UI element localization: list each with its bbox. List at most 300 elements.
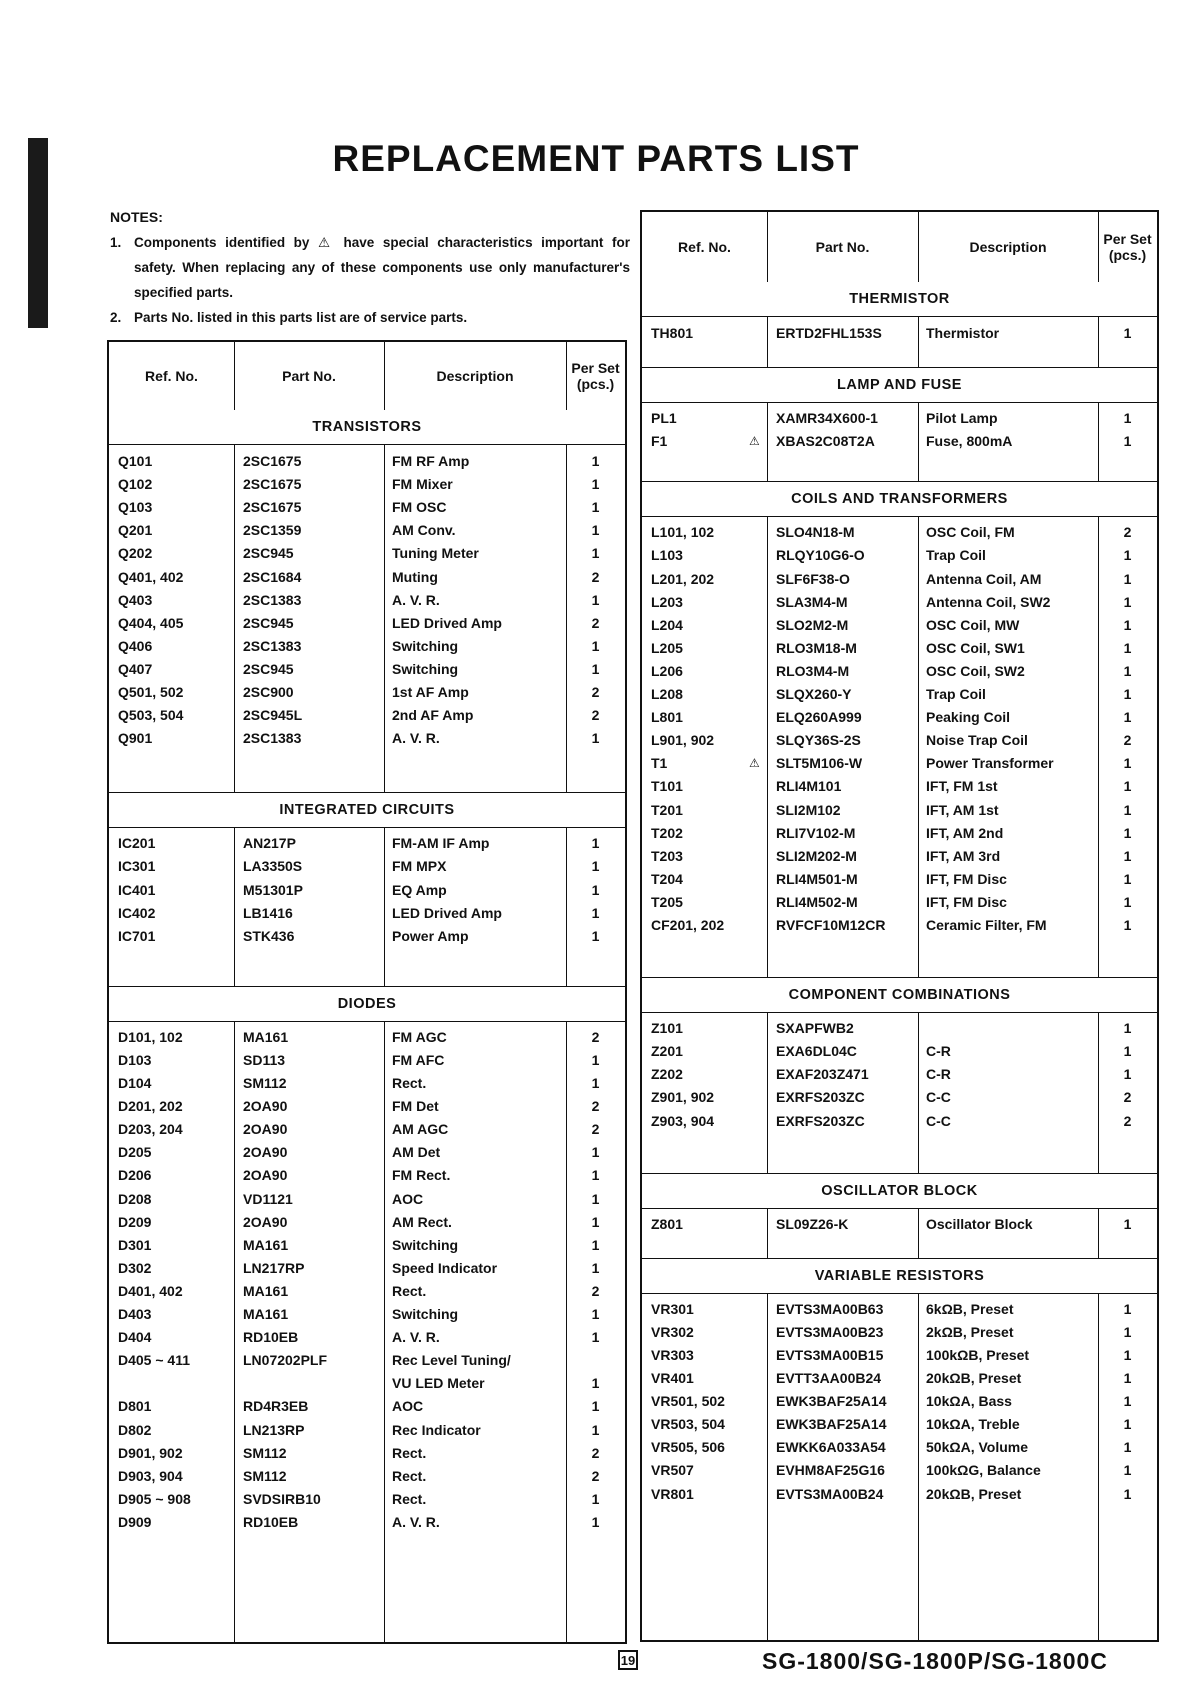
cell-part: SLA3M4-M xyxy=(776,593,848,610)
cell-qty: 1 xyxy=(591,835,600,852)
cell-ref: D801 xyxy=(118,1398,152,1415)
left-parts-table xyxy=(107,340,627,1644)
cell-part: LN213RP xyxy=(243,1421,305,1438)
table-row xyxy=(109,450,625,473)
cell-part: RD4R3EB xyxy=(243,1398,309,1415)
cell-qty: 1 xyxy=(591,1490,600,1507)
cell-qty: 2 xyxy=(591,1098,600,1115)
notes xyxy=(110,205,630,330)
cell-desc: Rect. xyxy=(392,1467,427,1484)
cell-ref: D101, 102 xyxy=(118,1028,183,1045)
table-row xyxy=(109,1442,625,1465)
cell-part: RLI4M502-M xyxy=(776,893,858,910)
cell-ref: F1 xyxy=(651,433,668,450)
cell-ref: Q401, 402 xyxy=(118,568,184,585)
cell-ref: Z202 xyxy=(651,1066,683,1083)
cell-desc: Power Amp xyxy=(392,927,469,944)
cell-qty: 1 xyxy=(1123,1416,1132,1433)
cell-desc: OSC Coil, FM xyxy=(926,524,1015,541)
cell-desc: IFT, AM 1st xyxy=(926,801,999,818)
section-heading: DIODES xyxy=(109,986,625,1022)
cell-desc: IFT, FM Disc xyxy=(926,893,1007,910)
cell-qty: 2 xyxy=(591,614,600,631)
cell-desc: A. V. R. xyxy=(392,1513,440,1530)
cell-ref: L103 xyxy=(651,547,683,564)
table-row xyxy=(109,879,625,902)
cell-part: SLI2M202-M xyxy=(776,847,857,864)
cell-qty: 1 xyxy=(591,927,600,944)
cell-part: RLO3M18-M xyxy=(776,639,857,656)
cell-ref: VR801 xyxy=(651,1485,694,1502)
cell-qty: 1 xyxy=(1123,1370,1132,1386)
section-heading: LAMP AND FUSE xyxy=(642,367,1157,403)
table-row xyxy=(642,1213,1157,1236)
cell-ref: D302 xyxy=(118,1259,152,1276)
cell-qty: 1 xyxy=(591,904,600,921)
table-row xyxy=(642,1367,1157,1390)
note-item: 1. Components identified by ⚠ have special characteristics important for safety. When replacing any of these components use only manufacturer's specified parts. xyxy=(110,235,630,300)
cell-qty: 1 xyxy=(1123,824,1132,841)
cell-part: EXAF203Z471 xyxy=(776,1066,869,1083)
cell-part: RD10EB xyxy=(243,1513,299,1530)
table-row xyxy=(109,1465,625,1488)
table-row xyxy=(642,568,1157,591)
cell-qty: 1 xyxy=(1123,433,1132,450)
cell-qty: 1 xyxy=(1123,1462,1132,1479)
cell-qty: 1 xyxy=(1123,893,1132,910)
cell-part: SLO4N18-M xyxy=(776,524,855,541)
cell-desc: 1st AF Amp xyxy=(392,684,469,700)
table-row xyxy=(109,519,625,542)
cell-part: EWK3BAF25A14 xyxy=(776,1416,887,1433)
table-row xyxy=(642,660,1157,683)
table-row xyxy=(109,658,625,681)
cell-qty: 1 xyxy=(591,1075,600,1091)
table-row xyxy=(109,1511,625,1534)
cell-qty: 1 xyxy=(1123,709,1132,726)
cell-desc: A. V. R. xyxy=(392,591,440,608)
cell-desc: 50kΩA, Volume xyxy=(926,1439,1028,1456)
table-row xyxy=(642,521,1157,544)
cell-part: 2SC1383 xyxy=(243,730,302,747)
cell-qty: 1 xyxy=(591,591,600,608)
cell-ref: T202 xyxy=(651,824,683,841)
cell-part: RLI4M501-M xyxy=(776,870,858,887)
cell-ref: VR505, 506 xyxy=(651,1439,725,1456)
cell-part: 2SC1675 xyxy=(243,499,302,516)
cell-qty: 1 xyxy=(1123,778,1132,795)
table-row xyxy=(109,612,625,635)
cell-qty: 1 xyxy=(591,476,600,493)
cell-qty: 1 xyxy=(591,637,600,654)
cell-part: EWKK6A033A54 xyxy=(776,1439,886,1456)
cell-desc: Trap Coil xyxy=(926,686,986,702)
table-row xyxy=(109,635,625,658)
cell-desc: AOC xyxy=(392,1398,424,1415)
cell-desc: Pilot Lamp xyxy=(926,410,998,427)
cell-desc: Noise Trap Coil xyxy=(926,732,1028,749)
cell-qty: 1 xyxy=(1123,686,1132,702)
cell-desc: FM Det xyxy=(392,1098,439,1115)
cell-part: 2SC1675 xyxy=(243,476,302,493)
cell-ref: D405 ~ 411 xyxy=(118,1352,191,1369)
table-row xyxy=(642,1483,1157,1506)
table-row xyxy=(642,752,1157,775)
cell-ref: Q101 xyxy=(118,453,153,469)
table-row xyxy=(642,799,1157,822)
safety-warning-icon: ⚠ xyxy=(749,756,760,771)
cell-part: MA161 xyxy=(243,1028,289,1045)
cell-qty: 1 xyxy=(591,1259,600,1276)
cell-qty: 1 xyxy=(591,858,600,875)
cell-ref: Q406 xyxy=(118,637,153,654)
table-row xyxy=(109,1234,625,1257)
cell-desc: 20kΩB, Preset xyxy=(926,1485,1022,1502)
cell-part: AN217P xyxy=(243,835,296,852)
cell-desc: VU LED Meter xyxy=(392,1375,485,1392)
cell-part: EVTS3MA00B15 xyxy=(776,1346,884,1363)
cell-part: SD113 xyxy=(243,1051,286,1068)
cell-desc: LED Drived Amp xyxy=(392,904,502,921)
cell-ref: T205 xyxy=(651,893,683,910)
table-row xyxy=(642,868,1157,891)
table-row xyxy=(642,1321,1157,1344)
cell-desc: 100kΩG, Balance xyxy=(926,1462,1041,1479)
cell-desc: Antenna Coil, AM xyxy=(926,570,1042,587)
cell-ref: Q901 xyxy=(118,730,153,747)
cell-desc: Rect. xyxy=(392,1075,427,1091)
cell-ref: T201 xyxy=(651,801,683,818)
cell-desc: FM AFC xyxy=(392,1051,445,1068)
cell-desc: AM Det xyxy=(392,1144,441,1161)
cell-desc: EQ Amp xyxy=(392,881,447,898)
note-item: 2. Parts No. listed in this parts list are of service parts. xyxy=(110,310,468,325)
cell-desc: 2kΩB, Preset xyxy=(926,1323,1014,1340)
cell-ref: CF201, 202 xyxy=(651,917,725,933)
cell-ref: VR303 xyxy=(651,1346,694,1363)
cell-ref: IC401 xyxy=(118,881,156,898)
cell-ref: D909 xyxy=(118,1513,152,1530)
cell-part: SVDSIRB10 xyxy=(243,1490,321,1507)
section-heading: COMPONENT COMBINATIONS xyxy=(642,977,1157,1013)
cell-desc: AOC xyxy=(392,1190,424,1207)
cell-part: LN07202PLF xyxy=(243,1352,328,1369)
table-row xyxy=(642,322,1157,345)
table-row xyxy=(642,1459,1157,1482)
cell-part: SLI2M102 xyxy=(776,801,841,818)
table-row xyxy=(109,855,625,878)
cell-desc: Switching xyxy=(392,637,459,654)
table-row xyxy=(109,1026,625,1049)
header-ref: Ref. No. xyxy=(145,368,198,384)
cell-ref: VR301 xyxy=(651,1300,694,1317)
cell-qty: 1 xyxy=(1123,325,1132,341)
cell-qty: 1 xyxy=(1123,1020,1132,1037)
cell-qty: 1 xyxy=(591,545,600,562)
cell-part: ELQ260A999 xyxy=(776,709,862,726)
cell-desc: 100kΩB, Preset xyxy=(926,1346,1030,1363)
page-number: 19 xyxy=(618,1650,638,1670)
cell-ref: T203 xyxy=(651,847,683,864)
cell-part: EVTS3MA00B24 xyxy=(776,1485,884,1502)
cell-part: 2SC900 xyxy=(243,684,294,700)
cell-part: SLT5M106-W xyxy=(776,755,863,772)
cell-part: 2SC1359 xyxy=(243,522,302,539)
section-heading: VARIABLE RESISTORS xyxy=(642,1258,1157,1294)
table-row xyxy=(642,1413,1157,1436)
cell-part: 2SC1675 xyxy=(243,453,302,469)
table-row xyxy=(109,1164,625,1187)
cell-qty: 1 xyxy=(1123,1300,1132,1317)
table-row xyxy=(109,1303,625,1326)
cell-ref: VR507 xyxy=(651,1462,694,1479)
table-row xyxy=(642,891,1157,914)
cell-desc: OSC Coil, SW1 xyxy=(926,639,1025,656)
table-header xyxy=(642,212,1157,284)
table-row xyxy=(109,496,625,519)
table-row xyxy=(109,1188,625,1211)
cell-qty: 1 xyxy=(1123,570,1132,587)
cell-desc: FM OSC xyxy=(392,499,447,516)
cell-part: LA3350S xyxy=(243,858,303,875)
table-row xyxy=(642,914,1157,937)
cell-desc: Thermistor xyxy=(926,325,1000,341)
cell-part: SXAPFWB2 xyxy=(776,1020,854,1037)
table-row xyxy=(642,407,1157,430)
notes-heading: NOTES: xyxy=(110,209,163,225)
cell-desc: A. V. R. xyxy=(392,1329,440,1346)
cell-ref: Q201 xyxy=(118,522,153,539)
table-row xyxy=(642,1040,1157,1063)
table-row xyxy=(109,1072,625,1095)
cell-qty: 1 xyxy=(1123,870,1132,887)
table-row xyxy=(109,589,625,612)
table-row xyxy=(109,1280,625,1303)
table-row xyxy=(642,614,1157,637)
cell-qty: 2 xyxy=(1123,1112,1132,1129)
cell-ref: Z903, 904 xyxy=(651,1112,715,1129)
cell-ref: Q501, 502 xyxy=(118,684,184,700)
table-row xyxy=(109,727,625,750)
cell-ref: PL1 xyxy=(651,410,677,427)
cell-desc: Rec Level Tuning/ xyxy=(392,1352,511,1369)
section-heading: THERMISTOR xyxy=(642,282,1157,317)
cell-ref: Q404, 405 xyxy=(118,614,184,631)
cell-part: LN217RP xyxy=(243,1259,305,1276)
cell-ref: VR501, 502 xyxy=(651,1393,725,1410)
cell-desc: Peaking Coil xyxy=(926,709,1011,726)
cell-qty: 2 xyxy=(591,1028,600,1045)
section-heading: INTEGRATED CIRCUITS xyxy=(109,792,625,828)
cell-qty: 1 xyxy=(591,1236,600,1253)
table-row xyxy=(642,637,1157,660)
cell-part: VD1121 xyxy=(243,1190,293,1207)
cell-ref: D802 xyxy=(118,1421,152,1438)
cell-qty: 1 xyxy=(1123,1485,1132,1502)
cell-qty: 1 xyxy=(591,1306,600,1322)
cell-ref: L203 xyxy=(651,593,683,610)
cell-qty: 1 xyxy=(1123,847,1132,864)
cell-desc: Muting xyxy=(392,568,438,585)
cell-part: RLI7V102-M xyxy=(776,824,856,841)
cell-part: RLO3M4-M xyxy=(776,662,850,679)
cell-ref: IC701 xyxy=(118,927,156,944)
cell-desc: Antenna Coil, SW2 xyxy=(926,593,1051,610)
table-row xyxy=(109,1257,625,1280)
cell-qty: 1 xyxy=(1123,662,1132,679)
cell-part: RLQY10G6-O xyxy=(776,547,865,564)
cell-ref: L205 xyxy=(651,639,683,656)
page-title: REPLACEMENT PARTS LIST xyxy=(332,138,860,179)
cell-qty: 1 xyxy=(1123,1439,1132,1456)
cell-desc: A. V. R. xyxy=(392,730,440,747)
cell-part: 2OA90 xyxy=(243,1167,288,1184)
cell-desc: 6kΩB, Preset xyxy=(926,1300,1014,1317)
cell-ref: D205 xyxy=(118,1144,152,1161)
cell-part: 2SC945 xyxy=(243,545,294,562)
cell-part: 2SC1383 xyxy=(243,591,302,608)
cell-ref: Z801 xyxy=(651,1215,683,1232)
table-row xyxy=(109,681,625,704)
cell-qty: 1 xyxy=(1123,639,1132,656)
cell-part: 2SC1684 xyxy=(243,568,302,585)
cell-qty: 2 xyxy=(591,568,600,585)
table-row xyxy=(109,566,625,589)
header-part: Part No. xyxy=(282,368,336,384)
table-row xyxy=(642,845,1157,868)
cell-qty: 1 xyxy=(1123,547,1132,564)
cell-desc: Speed Indicator xyxy=(392,1259,498,1276)
table-row xyxy=(109,1049,625,1072)
cell-part: EXRFS203ZC xyxy=(776,1089,865,1106)
cell-part: ERTD2FHL153S xyxy=(776,325,882,341)
cell-ref: L204 xyxy=(651,616,683,633)
table-row xyxy=(109,1211,625,1234)
cell-desc: IFT, AM 3rd xyxy=(926,847,1001,864)
cell-ref: D301 xyxy=(118,1236,152,1253)
cell-qty: 1 xyxy=(1123,1066,1132,1083)
table-row xyxy=(642,1298,1157,1321)
cell-desc: FM Rect. xyxy=(392,1167,451,1184)
cell-ref: L101, 102 xyxy=(651,524,715,541)
table-row xyxy=(642,729,1157,752)
cell-part: RVFCF10M12CR xyxy=(776,917,886,933)
cell-ref: L901, 902 xyxy=(651,732,715,749)
safety-warning-icon: ⚠ xyxy=(749,434,760,449)
cell-ref: D209 xyxy=(118,1213,152,1230)
cell-desc: Rect. xyxy=(392,1444,427,1461)
cell-ref: Q403 xyxy=(118,591,153,608)
cell-qty: 1 xyxy=(591,1051,600,1068)
cell-desc: AM Rect. xyxy=(392,1213,452,1230)
table-row xyxy=(109,902,625,925)
table-row xyxy=(109,473,625,496)
cell-qty: 1 xyxy=(591,1398,600,1415)
cell-part: EXRFS203ZC xyxy=(776,1112,865,1129)
cell-desc: IFT, AM 2nd xyxy=(926,824,1004,841)
cell-part: 2SC1383 xyxy=(243,637,302,654)
cell-part: STK436 xyxy=(243,927,295,944)
cell-ref: L208 xyxy=(651,686,683,702)
cell-qty: 1 xyxy=(591,1375,600,1392)
cell-ref: D103 xyxy=(118,1051,152,1068)
cell-desc: Trap Coil xyxy=(926,547,986,564)
table-row xyxy=(642,430,1157,453)
cell-ref: Z101 xyxy=(651,1020,683,1037)
cell-ref: L801 xyxy=(651,709,683,726)
cell-ref: D208 xyxy=(118,1190,152,1207)
cell-part: LB1416 xyxy=(243,904,293,921)
cell-part: MA161 xyxy=(243,1236,289,1253)
cell-qty: 2 xyxy=(591,707,600,724)
cell-ref: D206 xyxy=(118,1167,152,1184)
cell-desc: FM AGC xyxy=(392,1028,447,1045)
cell-desc: C-R xyxy=(926,1043,951,1060)
table-row xyxy=(642,1110,1157,1133)
cell-desc: Power Transformer xyxy=(926,755,1054,772)
cell-part: 2OA90 xyxy=(243,1121,288,1138)
cell-qty: 1 xyxy=(1123,1323,1132,1340)
table-row xyxy=(109,1488,625,1511)
cell-desc: 10kΩA, Bass xyxy=(926,1393,1012,1410)
cell-part: MA161 xyxy=(243,1306,289,1322)
cell-part: RD10EB xyxy=(243,1329,299,1346)
cell-desc: OSC Coil, MW xyxy=(926,616,1020,633)
cell-ref: IC402 xyxy=(118,904,156,921)
cell-qty: 1 xyxy=(591,499,600,516)
table-row xyxy=(109,1395,625,1418)
cell-part: 2OA90 xyxy=(243,1144,288,1161)
cell-desc: 20kΩB, Preset xyxy=(926,1370,1022,1386)
cell-qty: 2 xyxy=(591,684,600,700)
cell-desc: IFT, FM 1st xyxy=(926,778,998,795)
table-row xyxy=(109,542,625,565)
cell-part: RLI4M101 xyxy=(776,778,842,795)
cell-part: SM112 xyxy=(243,1444,287,1461)
cell-part: EVHM8AF25G16 xyxy=(776,1462,885,1479)
model-number: SG-1800/SG-1800P/SG-1800C xyxy=(762,1648,1108,1674)
cell-part: M51301P xyxy=(243,881,303,898)
table-row xyxy=(642,591,1157,614)
table-row xyxy=(109,1095,625,1118)
cell-ref: D201, 202 xyxy=(118,1098,183,1115)
cell-desc: AM Conv. xyxy=(392,522,456,539)
table-row xyxy=(109,1419,625,1442)
cell-ref: Z901, 902 xyxy=(651,1089,715,1106)
section-heading: TRANSISTORS xyxy=(109,410,625,445)
cell-qty: 1 xyxy=(591,660,600,677)
table-row xyxy=(109,925,625,948)
cell-part: 2OA90 xyxy=(243,1213,288,1230)
cell-qty: 2 xyxy=(591,1444,600,1461)
table-row xyxy=(642,775,1157,798)
cell-qty: 1 xyxy=(1123,1215,1132,1232)
cell-qty: 2 xyxy=(1123,1089,1132,1106)
table-row xyxy=(642,1390,1157,1413)
cell-ref: T204 xyxy=(651,870,683,887)
cell-qty: 1 xyxy=(591,522,600,539)
cell-desc: FM Mixer xyxy=(392,476,453,493)
cell-qty: 1 xyxy=(591,453,600,469)
cell-qty: 2 xyxy=(591,1121,600,1138)
cell-desc: AM AGC xyxy=(392,1121,449,1138)
cell-part: 2SC945L xyxy=(243,707,303,724)
cell-ref: D403 xyxy=(118,1306,152,1322)
cell-part: SLQY36S-2S xyxy=(776,732,861,749)
cell-ref: T1 xyxy=(651,755,668,772)
header-qty: Per Set (pcs.) xyxy=(1103,231,1152,263)
table-row xyxy=(642,1063,1157,1086)
